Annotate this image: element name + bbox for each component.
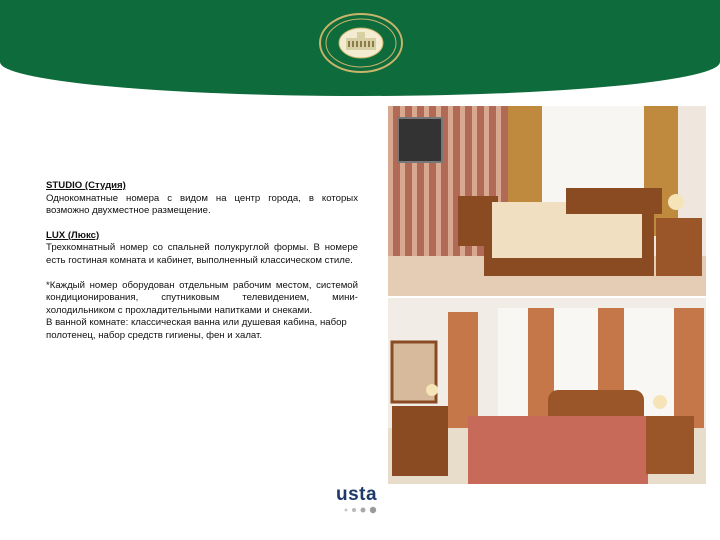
usta-brand-logo xyxy=(336,484,386,518)
room-title: LUX (Люкс) xyxy=(46,229,100,241)
brand-name: usta xyxy=(336,484,378,505)
studio-room-photo xyxy=(388,106,706,296)
room-lux xyxy=(46,230,358,268)
hotel-seal-logo xyxy=(318,12,404,74)
amenities-note: *Каждый номер оборудован отдельным рабочим местом, системой кондиционирования, спутниковым телевидением, мини-холодильником с прохладительными напитками и снеками. xyxy=(46,279,358,316)
room-description: Трехкомнатный номер со спальней полукруглой формы. В номере есть гостиная комната и кабинет, выполненный классическом стиле. xyxy=(46,242,358,266)
header-banner xyxy=(0,0,720,96)
room-descriptions xyxy=(46,180,358,343)
lux-room-photo xyxy=(388,298,706,484)
room-title: STUDIO (Студия) xyxy=(46,180,126,191)
room-studio xyxy=(46,180,358,218)
bathroom-note: В ванной комнате: классическая ванна или душевая кабина, набор полотенец, набор средств гигиены, фен и халат. xyxy=(46,317,347,341)
brand-dots-icon xyxy=(342,506,382,514)
room-description: Однокомнатные номера с видом на центр города, в которых возможно двухместное размещение. xyxy=(46,192,358,217)
